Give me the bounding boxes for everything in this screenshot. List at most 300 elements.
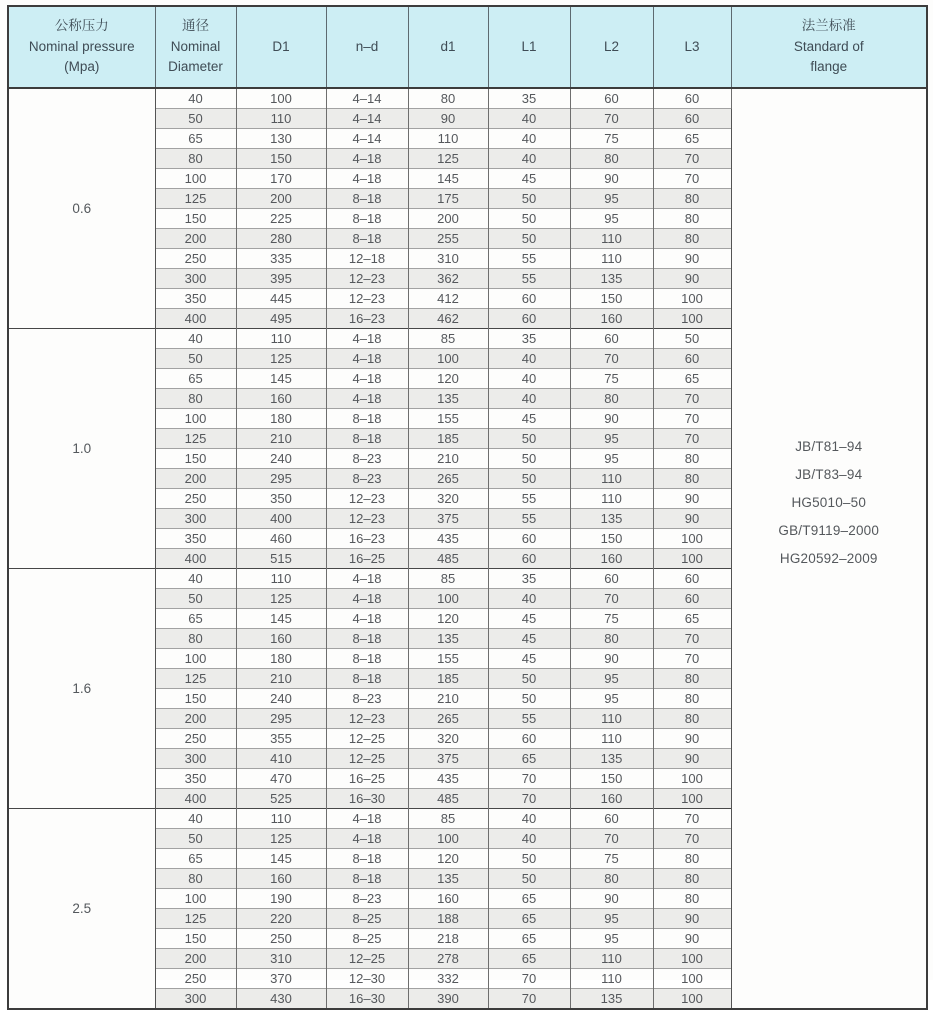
nominal-diameter-cell: 200: [155, 229, 236, 249]
col-header-L1: L1: [488, 6, 570, 88]
L1-cell: 70: [488, 769, 570, 789]
n-d-cell: 16–30: [326, 789, 408, 809]
L2-cell: 80: [570, 149, 653, 169]
L1-cell: 55: [488, 489, 570, 509]
d1-cell: 320: [408, 489, 488, 509]
L1-cell: 60: [488, 549, 570, 569]
D1-cell: 355: [236, 729, 326, 749]
nominal-diameter-cell: 50: [155, 109, 236, 129]
L2-cell: 150: [570, 289, 653, 309]
n-d-cell: 4–18: [326, 149, 408, 169]
n-d-cell: 8–18: [326, 669, 408, 689]
L2-cell: 80: [570, 869, 653, 889]
L2-cell: 75: [570, 849, 653, 869]
d1-cell: 185: [408, 429, 488, 449]
n-d-cell: 12–25: [326, 749, 408, 769]
d1-cell: 100: [408, 829, 488, 849]
L1-cell: 60: [488, 309, 570, 329]
d1-cell: 310: [408, 249, 488, 269]
nominal-diameter-cell: 250: [155, 729, 236, 749]
n-d-cell: 4–18: [326, 369, 408, 389]
nominal-diameter-cell: 80: [155, 389, 236, 409]
D1-cell: 170: [236, 169, 326, 189]
d1-cell: 412: [408, 289, 488, 309]
d1-cell: 85: [408, 809, 488, 829]
L2-cell: 110: [570, 949, 653, 969]
L3-cell: 90: [653, 929, 731, 949]
L3-cell: 100: [653, 529, 731, 549]
n-d-cell: 8–18: [326, 629, 408, 649]
d1-cell: 320: [408, 729, 488, 749]
standard-header-zh: 法兰标准: [801, 17, 856, 33]
L3-cell: 70: [653, 649, 731, 669]
pressure-group-cell: 1.0: [8, 329, 155, 569]
table-body: [8, 88, 927, 1009]
D1-cell: 295: [236, 469, 326, 489]
D1-cell: 430: [236, 989, 326, 1010]
n-d-cell: 4–18: [326, 169, 408, 189]
D1-cell: 460: [236, 529, 326, 549]
D1-cell: 190: [236, 889, 326, 909]
flange-dimension-table: [7, 5, 928, 1010]
L3-cell: 100: [653, 989, 731, 1010]
D1-cell: 350: [236, 489, 326, 509]
nominal-diameter-cell: 100: [155, 169, 236, 189]
L1-cell: 50: [488, 429, 570, 449]
L3-cell: 80: [653, 209, 731, 229]
L3-cell: 80: [653, 709, 731, 729]
D1-cell: 100: [236, 88, 326, 109]
D1-cell: 515: [236, 549, 326, 569]
L3-cell: 70: [653, 429, 731, 449]
nominal-diameter-cell: 40: [155, 569, 236, 589]
L3-cell: 90: [653, 509, 731, 529]
L2-cell: 135: [570, 989, 653, 1010]
L1-cell: 45: [488, 629, 570, 649]
L3-cell: 80: [653, 469, 731, 489]
L1-cell: 60: [488, 529, 570, 549]
L1-cell: 65: [488, 909, 570, 929]
D1-cell: 240: [236, 449, 326, 469]
n-d-cell: 4–18: [326, 349, 408, 369]
nominal-diameter-cell: 100: [155, 889, 236, 909]
L1-cell: 40: [488, 369, 570, 389]
L2-cell: 110: [570, 229, 653, 249]
D1-cell: 335: [236, 249, 326, 269]
L2-cell: 160: [570, 549, 653, 569]
d1-cell: 135: [408, 869, 488, 889]
nominal-diameter-cell: 150: [155, 209, 236, 229]
D1-cell: 220: [236, 909, 326, 929]
L3-cell: 80: [653, 229, 731, 249]
L3-cell: 90: [653, 249, 731, 269]
L1-cell: 35: [488, 329, 570, 349]
nominal-diameter-cell: 200: [155, 709, 236, 729]
nominal-diameter-cell: 150: [155, 689, 236, 709]
L2-cell: 135: [570, 749, 653, 769]
L2-cell: 150: [570, 529, 653, 549]
L3-cell: 80: [653, 849, 731, 869]
L1-cell: 50: [488, 869, 570, 889]
D1-cell: 470: [236, 769, 326, 789]
L2-cell: 95: [570, 689, 653, 709]
n-d-cell: 8–23: [326, 469, 408, 489]
nominal-diameter-cell: 400: [155, 789, 236, 809]
L2-cell: 70: [570, 109, 653, 129]
col-header-d1: d1: [408, 6, 488, 88]
nominal-diameter-cell: 40: [155, 809, 236, 829]
d1-cell: 120: [408, 849, 488, 869]
L3-cell: 65: [653, 369, 731, 389]
nominal-diameter-cell: 65: [155, 369, 236, 389]
d1-cell: 135: [408, 629, 488, 649]
pressure-group-cell: 1.6: [8, 569, 155, 809]
d1-cell: 120: [408, 369, 488, 389]
nominal-diameter-cell: 250: [155, 969, 236, 989]
n-d-cell: 8–18: [326, 429, 408, 449]
L3-cell: 65: [653, 609, 731, 629]
table-row: [8, 88, 927, 109]
n-d-cell: 16–25: [326, 769, 408, 789]
n-d-cell: 16–30: [326, 989, 408, 1010]
nominal-diameter-cell: 50: [155, 589, 236, 609]
nominal-diameter-cell: 300: [155, 989, 236, 1010]
L1-cell: 60: [488, 289, 570, 309]
L1-cell: 65: [488, 949, 570, 969]
L1-cell: 50: [488, 469, 570, 489]
L2-cell: 95: [570, 669, 653, 689]
L1-cell: 70: [488, 969, 570, 989]
L1-cell: 40: [488, 389, 570, 409]
L2-cell: 75: [570, 129, 653, 149]
d1-cell: 145: [408, 169, 488, 189]
L1-cell: 55: [488, 509, 570, 529]
n-d-cell: 8–18: [326, 649, 408, 669]
n-d-cell: 4–18: [326, 809, 408, 829]
d1-cell: 485: [408, 789, 488, 809]
nominal-diameter-cell: 125: [155, 429, 236, 449]
L2-cell: 90: [570, 649, 653, 669]
d1-cell: 435: [408, 529, 488, 549]
D1-cell: 160: [236, 389, 326, 409]
standard-line: HG5010–50: [791, 495, 867, 510]
L2-cell: 150: [570, 769, 653, 789]
L2-cell: 110: [570, 249, 653, 269]
L3-cell: 100: [653, 769, 731, 789]
d1-cell: 332: [408, 969, 488, 989]
d1-cell: 110: [408, 129, 488, 149]
nominal-diameter-cell: 80: [155, 629, 236, 649]
L1-cell: 50: [488, 209, 570, 229]
d1-cell: 125: [408, 149, 488, 169]
d1-cell: 375: [408, 509, 488, 529]
d1-cell: 100: [408, 349, 488, 369]
L2-cell: 60: [570, 809, 653, 829]
n-d-cell: 8–18: [326, 409, 408, 429]
table-header: [8, 6, 927, 88]
D1-cell: 445: [236, 289, 326, 309]
standard-line: HG20592–2009: [779, 551, 878, 566]
nominal-diameter-cell: 250: [155, 249, 236, 269]
L2-cell: 80: [570, 389, 653, 409]
L1-cell: 35: [488, 569, 570, 589]
standard-line: JB/T83–94: [795, 467, 863, 482]
D1-cell: 160: [236, 629, 326, 649]
L2-cell: 110: [570, 729, 653, 749]
L2-cell: 75: [570, 369, 653, 389]
n-d-cell: 12–23: [326, 489, 408, 509]
n-d-cell: 8–23: [326, 689, 408, 709]
L3-cell: 90: [653, 729, 731, 749]
L2-cell: 80: [570, 629, 653, 649]
col-header-L3: L3: [653, 6, 731, 88]
standard-header-en1: Standard of: [793, 38, 864, 54]
D1-cell: 370: [236, 969, 326, 989]
L3-cell: 60: [653, 569, 731, 589]
D1-cell: 525: [236, 789, 326, 809]
d1-cell: 175: [408, 189, 488, 209]
L2-cell: 110: [570, 469, 653, 489]
n-d-cell: 4–18: [326, 589, 408, 609]
n-d-cell: 4–18: [326, 569, 408, 589]
nominal-diameter-cell: 200: [155, 469, 236, 489]
d1-cell: 200: [408, 209, 488, 229]
L1-cell: 40: [488, 829, 570, 849]
d1-cell: 85: [408, 329, 488, 349]
n-d-cell: 4–14: [326, 129, 408, 149]
nominal-diameter-cell: 80: [155, 149, 236, 169]
pressure-header-unit: (Mpa): [64, 59, 100, 75]
D1-cell: 400: [236, 509, 326, 529]
L3-cell: 90: [653, 909, 731, 929]
L3-cell: 60: [653, 109, 731, 129]
D1-cell: 110: [236, 109, 326, 129]
L3-cell: 80: [653, 189, 731, 209]
L2-cell: 60: [570, 329, 653, 349]
L2-cell: 70: [570, 589, 653, 609]
L3-cell: 70: [653, 629, 731, 649]
nominal-diameter-cell: 65: [155, 609, 236, 629]
L3-cell: 80: [653, 889, 731, 909]
n-d-cell: 16–23: [326, 529, 408, 549]
D1-cell: 180: [236, 409, 326, 429]
L2-cell: 90: [570, 409, 653, 429]
nominal-diameter-cell: 350: [155, 289, 236, 309]
d1-cell: 278: [408, 949, 488, 969]
L1-cell: 65: [488, 889, 570, 909]
d1-cell: 210: [408, 449, 488, 469]
nominal-diameter-cell: 65: [155, 849, 236, 869]
D1-cell: 395: [236, 269, 326, 289]
diameter-header-zh: 通径: [182, 17, 209, 33]
d1-cell: 120: [408, 609, 488, 629]
standard-header-en2: flange: [810, 59, 848, 75]
d1-cell: 265: [408, 709, 488, 729]
diameter-header-en2: Diameter: [168, 59, 223, 75]
L2-cell: 95: [570, 189, 653, 209]
D1-cell: 150: [236, 149, 326, 169]
L3-cell: 70: [653, 409, 731, 429]
L2-cell: 75: [570, 609, 653, 629]
L1-cell: 40: [488, 589, 570, 609]
nominal-diameter-cell: 400: [155, 549, 236, 569]
D1-cell: 110: [236, 569, 326, 589]
L3-cell: 90: [653, 489, 731, 509]
d1-cell: 160: [408, 889, 488, 909]
d1-cell: 462: [408, 309, 488, 329]
standard-line: GB/T9119–2000: [778, 523, 880, 538]
n-d-cell: 12–23: [326, 289, 408, 309]
d1-cell: 435: [408, 769, 488, 789]
L1-cell: 65: [488, 929, 570, 949]
nominal-diameter-cell: 300: [155, 509, 236, 529]
n-d-cell: 4–14: [326, 88, 408, 109]
L3-cell: 65: [653, 129, 731, 149]
L2-cell: 110: [570, 969, 653, 989]
D1-cell: 295: [236, 709, 326, 729]
n-d-cell: 12–30: [326, 969, 408, 989]
col-header-flange-standard: [731, 6, 927, 88]
standard-line: JB/T81–94: [795, 439, 863, 454]
n-d-cell: 8–18: [326, 189, 408, 209]
L3-cell: 100: [653, 549, 731, 569]
n-d-cell: 4–14: [326, 109, 408, 129]
L3-cell: 60: [653, 349, 731, 369]
col-header-nominal-pressure: [8, 6, 155, 88]
d1-cell: 375: [408, 749, 488, 769]
D1-cell: 145: [236, 849, 326, 869]
L3-cell: 70: [653, 149, 731, 169]
d1-cell: 135: [408, 389, 488, 409]
L1-cell: 55: [488, 249, 570, 269]
L1-cell: 40: [488, 349, 570, 369]
nominal-diameter-cell: 125: [155, 669, 236, 689]
L1-cell: 60: [488, 729, 570, 749]
pressure-header-en: Nominal pressure: [28, 38, 135, 54]
n-d-cell: 4–18: [326, 609, 408, 629]
n-d-cell: 8–18: [326, 849, 408, 869]
pressure-header-zh: 公称压力: [54, 17, 109, 33]
L3-cell: 100: [653, 949, 731, 969]
L2-cell: 60: [570, 569, 653, 589]
diameter-header-en1: Nominal: [170, 38, 221, 54]
nominal-diameter-cell: 100: [155, 649, 236, 669]
nominal-diameter-cell: 40: [155, 88, 236, 109]
L1-cell: 50: [488, 689, 570, 709]
n-d-cell: 8–23: [326, 889, 408, 909]
L1-cell: 45: [488, 609, 570, 629]
n-d-cell: 8–25: [326, 929, 408, 949]
D1-cell: 310: [236, 949, 326, 969]
n-d-cell: 4–18: [326, 829, 408, 849]
L1-cell: 55: [488, 269, 570, 289]
L3-cell: 60: [653, 88, 731, 109]
d1-cell: 100: [408, 589, 488, 609]
nominal-diameter-cell: 250: [155, 489, 236, 509]
n-d-cell: 12–25: [326, 729, 408, 749]
d1-cell: 485: [408, 549, 488, 569]
n-d-cell: 16–25: [326, 549, 408, 569]
L3-cell: 100: [653, 309, 731, 329]
D1-cell: 410: [236, 749, 326, 769]
L3-cell: 80: [653, 869, 731, 889]
L1-cell: 35: [488, 88, 570, 109]
L1-cell: 70: [488, 789, 570, 809]
L3-cell: 80: [653, 449, 731, 469]
d1-cell: 390: [408, 989, 488, 1010]
D1-cell: 240: [236, 689, 326, 709]
D1-cell: 495: [236, 309, 326, 329]
L1-cell: 50: [488, 229, 570, 249]
d1-cell: 218: [408, 929, 488, 949]
L1-cell: 50: [488, 449, 570, 469]
d1-cell: 362: [408, 269, 488, 289]
L1-cell: 40: [488, 149, 570, 169]
L3-cell: 50: [653, 329, 731, 349]
nominal-diameter-cell: 150: [155, 449, 236, 469]
d1-cell: 80: [408, 88, 488, 109]
n-d-cell: 4–18: [326, 389, 408, 409]
d1-cell: 185: [408, 669, 488, 689]
col-header-D1: D1: [236, 6, 326, 88]
L3-cell: 60: [653, 589, 731, 609]
nominal-diameter-cell: 40: [155, 329, 236, 349]
d1-cell: 85: [408, 569, 488, 589]
n-d-cell: 8–23: [326, 449, 408, 469]
D1-cell: 110: [236, 329, 326, 349]
L3-cell: 80: [653, 689, 731, 709]
d1-cell: 188: [408, 909, 488, 929]
L2-cell: 135: [570, 269, 653, 289]
col-header-nominal-diameter: [155, 6, 236, 88]
nominal-diameter-cell: 125: [155, 909, 236, 929]
L1-cell: 50: [488, 189, 570, 209]
d1-cell: 265: [408, 469, 488, 489]
L3-cell: 100: [653, 289, 731, 309]
L2-cell: 95: [570, 449, 653, 469]
n-d-cell: 12–23: [326, 709, 408, 729]
D1-cell: 125: [236, 349, 326, 369]
d1-cell: 210: [408, 689, 488, 709]
D1-cell: 225: [236, 209, 326, 229]
L1-cell: 45: [488, 649, 570, 669]
nominal-diameter-cell: 150: [155, 929, 236, 949]
D1-cell: 125: [236, 829, 326, 849]
L3-cell: 70: [653, 169, 731, 189]
flange-standard-cell: [731, 88, 927, 1009]
D1-cell: 210: [236, 429, 326, 449]
n-d-cell: 4–18: [326, 329, 408, 349]
d1-cell: 90: [408, 109, 488, 129]
L2-cell: 90: [570, 169, 653, 189]
L1-cell: 70: [488, 989, 570, 1010]
nominal-diameter-cell: 50: [155, 349, 236, 369]
col-header-n-d: n–d: [326, 6, 408, 88]
n-d-cell: 8–25: [326, 909, 408, 929]
L3-cell: 70: [653, 809, 731, 829]
D1-cell: 160: [236, 869, 326, 889]
L1-cell: 55: [488, 709, 570, 729]
nominal-diameter-cell: 350: [155, 529, 236, 549]
L3-cell: 80: [653, 669, 731, 689]
L2-cell: 60: [570, 88, 653, 109]
L1-cell: 45: [488, 169, 570, 189]
nominal-diameter-cell: 100: [155, 409, 236, 429]
L3-cell: 90: [653, 749, 731, 769]
nominal-diameter-cell: 300: [155, 749, 236, 769]
D1-cell: 250: [236, 929, 326, 949]
nominal-diameter-cell: 300: [155, 269, 236, 289]
